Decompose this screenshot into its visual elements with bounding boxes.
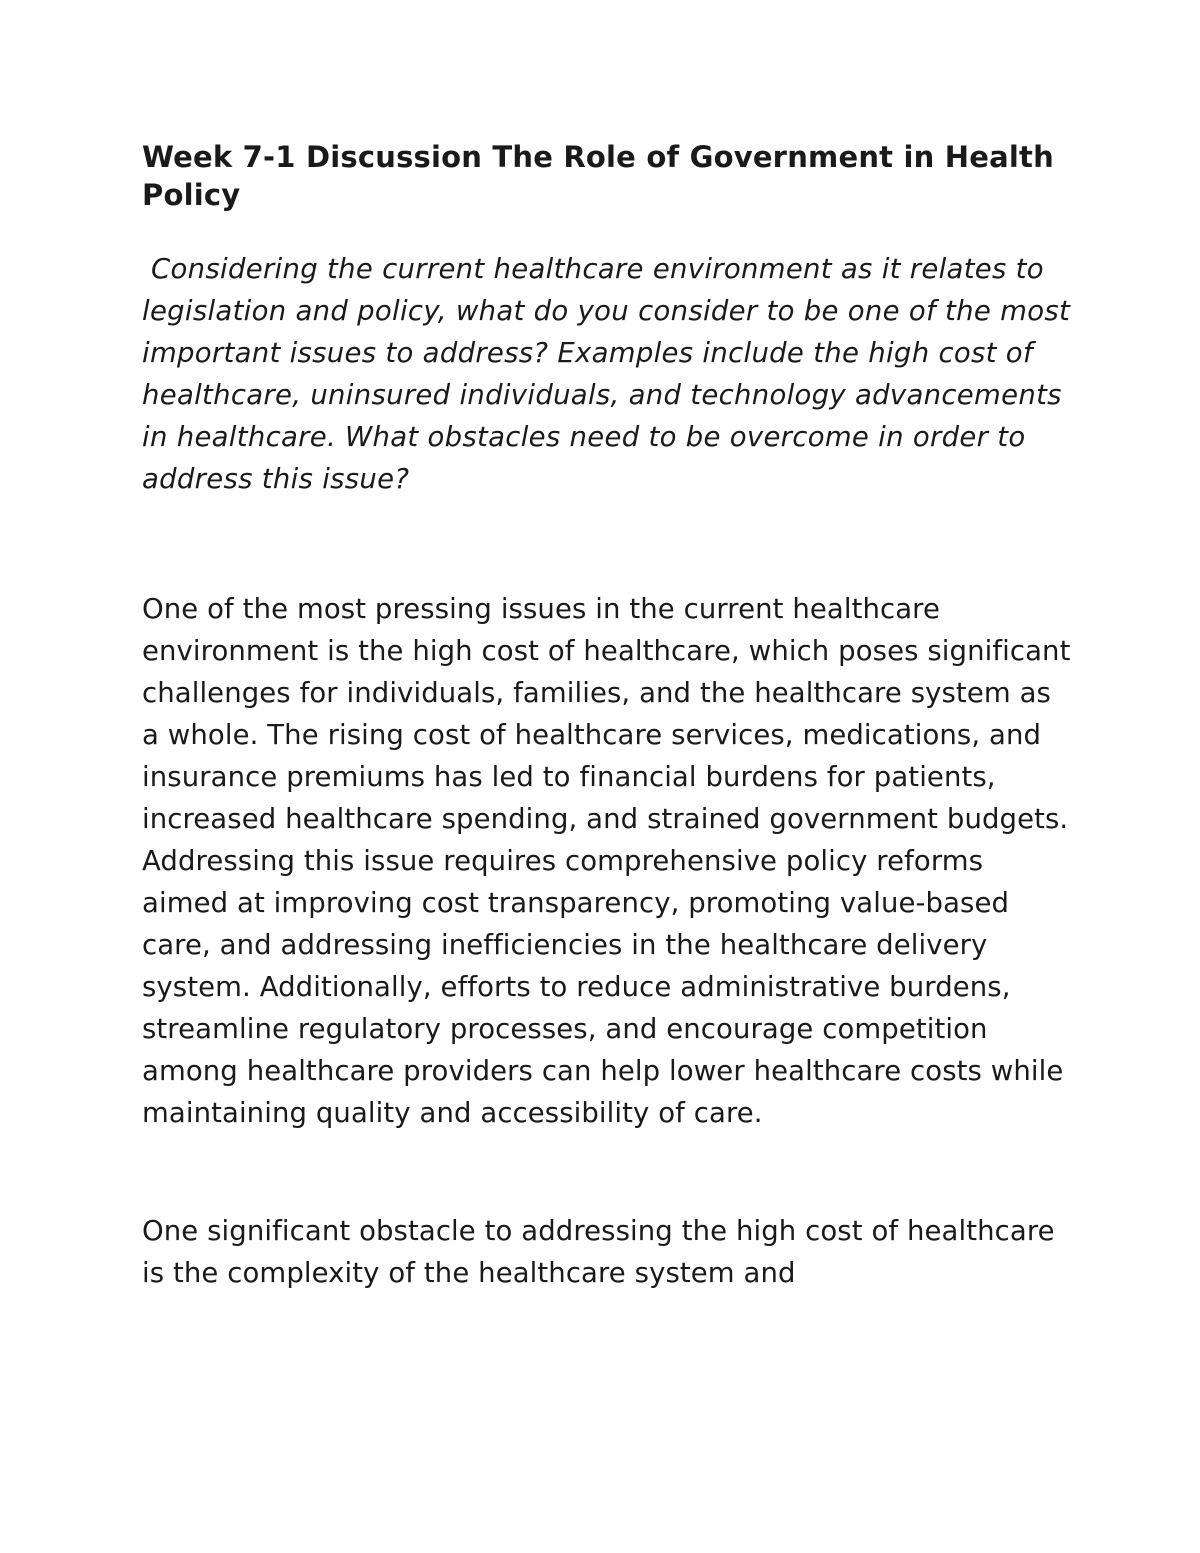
response-paragraph: One of the most pressing issues in the current healthcare environment is the high cost of healthcare, which poses significant challenges for individuals, families, and the healthcare system as a whole. The rising cost of healthcare services, medications, and insurance premiums has led to financial burdens for patients, increased healthcare spending, and strained government budgets. Addressing this issue requires comprehensive policy reforms aimed at improving cost transparency, promoting value-based care, and addressing inefficiencies in the healthcare delivery system. Additionally, efforts to reduce administrative burdens, streamline regulatory processes, and encourage competition among healthcare providers can help lower healthcare costs while maintaining quality and accessibility of care.	[142, 593, 1071, 1129]
response-paragraph: One significant obstacle to addressing the high cost of healthcare is the complexity of the healthcare system and	[142, 1215, 1055, 1289]
document-title: Week 7-1 Discussion The Role of Government in Health Policy	[142, 140, 1054, 212]
document-body	[142, 138, 1080, 1294]
discussion-prompt: Considering the current healthcare environment as it relates to legislation and policy, what do you consider to be one of the most important issues to address? Examples include the high cost of healthcare, uninsured individuals, and technology advancements in healthcare. What obstacles need to be overcome in order to address this issue?	[142, 253, 1080, 495]
